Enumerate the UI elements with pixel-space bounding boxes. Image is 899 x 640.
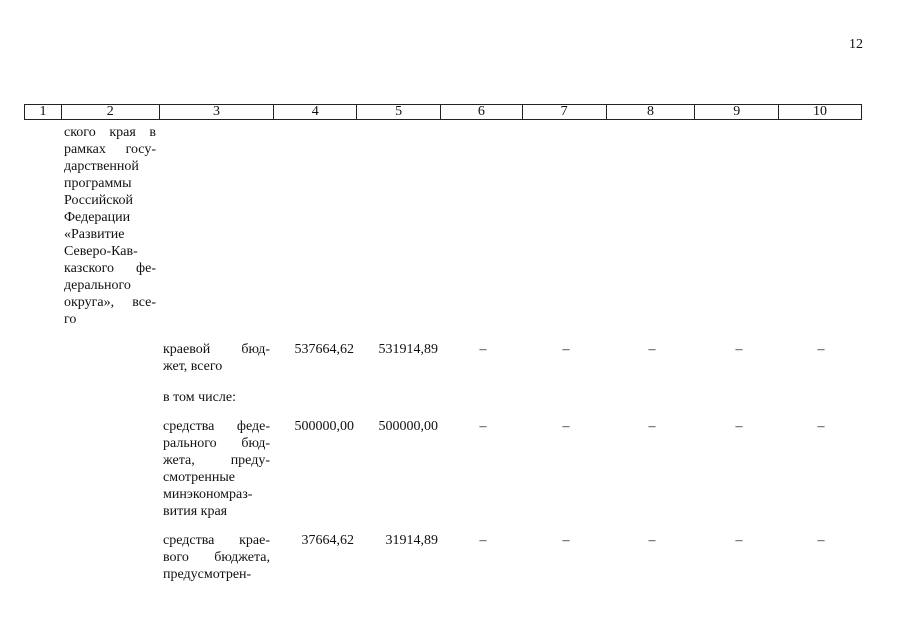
funding-source-line: вития края [163, 504, 228, 519]
header-cell-5: 5 [357, 105, 441, 119]
value-col4: 500000,00 [294, 419, 354, 434]
value-col5: 531914,89 [378, 342, 438, 357]
value-col4: 537664,62 [294, 342, 354, 357]
funding-source-line: минэкономраз- [163, 487, 253, 502]
program-name-line: ского края в [64, 125, 156, 140]
program-name-cell [64, 124, 156, 328]
program-name-line: Северо-Кав- [64, 244, 138, 259]
funding-source-line: жет, всего [163, 359, 223, 374]
dash-col9: – [735, 533, 743, 548]
program-name-line: «Развитие [64, 227, 125, 242]
value-col4: 37664,62 [301, 533, 354, 548]
header-cell-8: 8 [607, 105, 696, 119]
table-header-row [24, 104, 862, 120]
dash-col9: – [735, 342, 743, 357]
funding-source-line: средства феде- [163, 419, 270, 434]
header-cell-7: 7 [523, 105, 607, 119]
program-name-line: рамках госу- [64, 142, 156, 157]
value-col5: 500000,00 [378, 419, 438, 434]
dash-col8: – [648, 533, 656, 548]
header-cell-3: 3 [160, 105, 275, 119]
funding-source-line: рального бюд- [163, 436, 270, 451]
dash-col7: – [562, 533, 570, 548]
funding-source-line: краевой бюд- [163, 342, 270, 357]
program-name-line: го [64, 312, 77, 327]
dash-col8: – [648, 342, 656, 357]
dash-col10: – [817, 533, 825, 548]
header-cell-1: 1 [25, 105, 62, 119]
program-name-line: округа», все- [64, 295, 156, 310]
program-name-line: дерального [64, 278, 131, 293]
including-label [163, 389, 283, 406]
dash-col7: – [562, 419, 570, 434]
funding-source-line: вого бюджета, [163, 550, 270, 565]
program-name-line: Российской [64, 193, 133, 208]
funding-source-line: жета, преду- [163, 453, 270, 468]
value-col5: 31914,89 [385, 533, 438, 548]
program-name-line: программы [64, 176, 132, 191]
including-line: в том числе: [163, 390, 236, 405]
funding-source-regional [163, 532, 270, 583]
funding-source-line: смотренные [163, 470, 235, 485]
funding-source-line: предусмотрен- [163, 567, 252, 582]
dash-col6: – [479, 533, 487, 548]
program-name-line: дарственной [64, 159, 139, 174]
funding-source-line: средства крае- [163, 533, 270, 548]
header-cell-2: 2 [62, 105, 160, 119]
header-cell-6: 6 [441, 105, 523, 119]
funding-source-federal [163, 418, 270, 520]
dash-col8: – [648, 419, 656, 434]
header-cell-4: 4 [274, 105, 357, 119]
dash-col10: – [817, 419, 825, 434]
funding-source-regional-total [163, 341, 270, 375]
dash-col10: – [817, 342, 825, 357]
dash-col9: – [735, 419, 743, 434]
program-name-line: Федерации [64, 210, 131, 225]
dash-col7: – [562, 342, 570, 357]
header-cell-10: 10 [813, 104, 828, 119]
header-cell-9: 9 [695, 105, 779, 119]
program-name-line: казского фе- [64, 261, 156, 276]
dash-col6: – [479, 342, 487, 357]
dash-col6: – [479, 419, 487, 434]
page-number: 12 [849, 37, 863, 52]
